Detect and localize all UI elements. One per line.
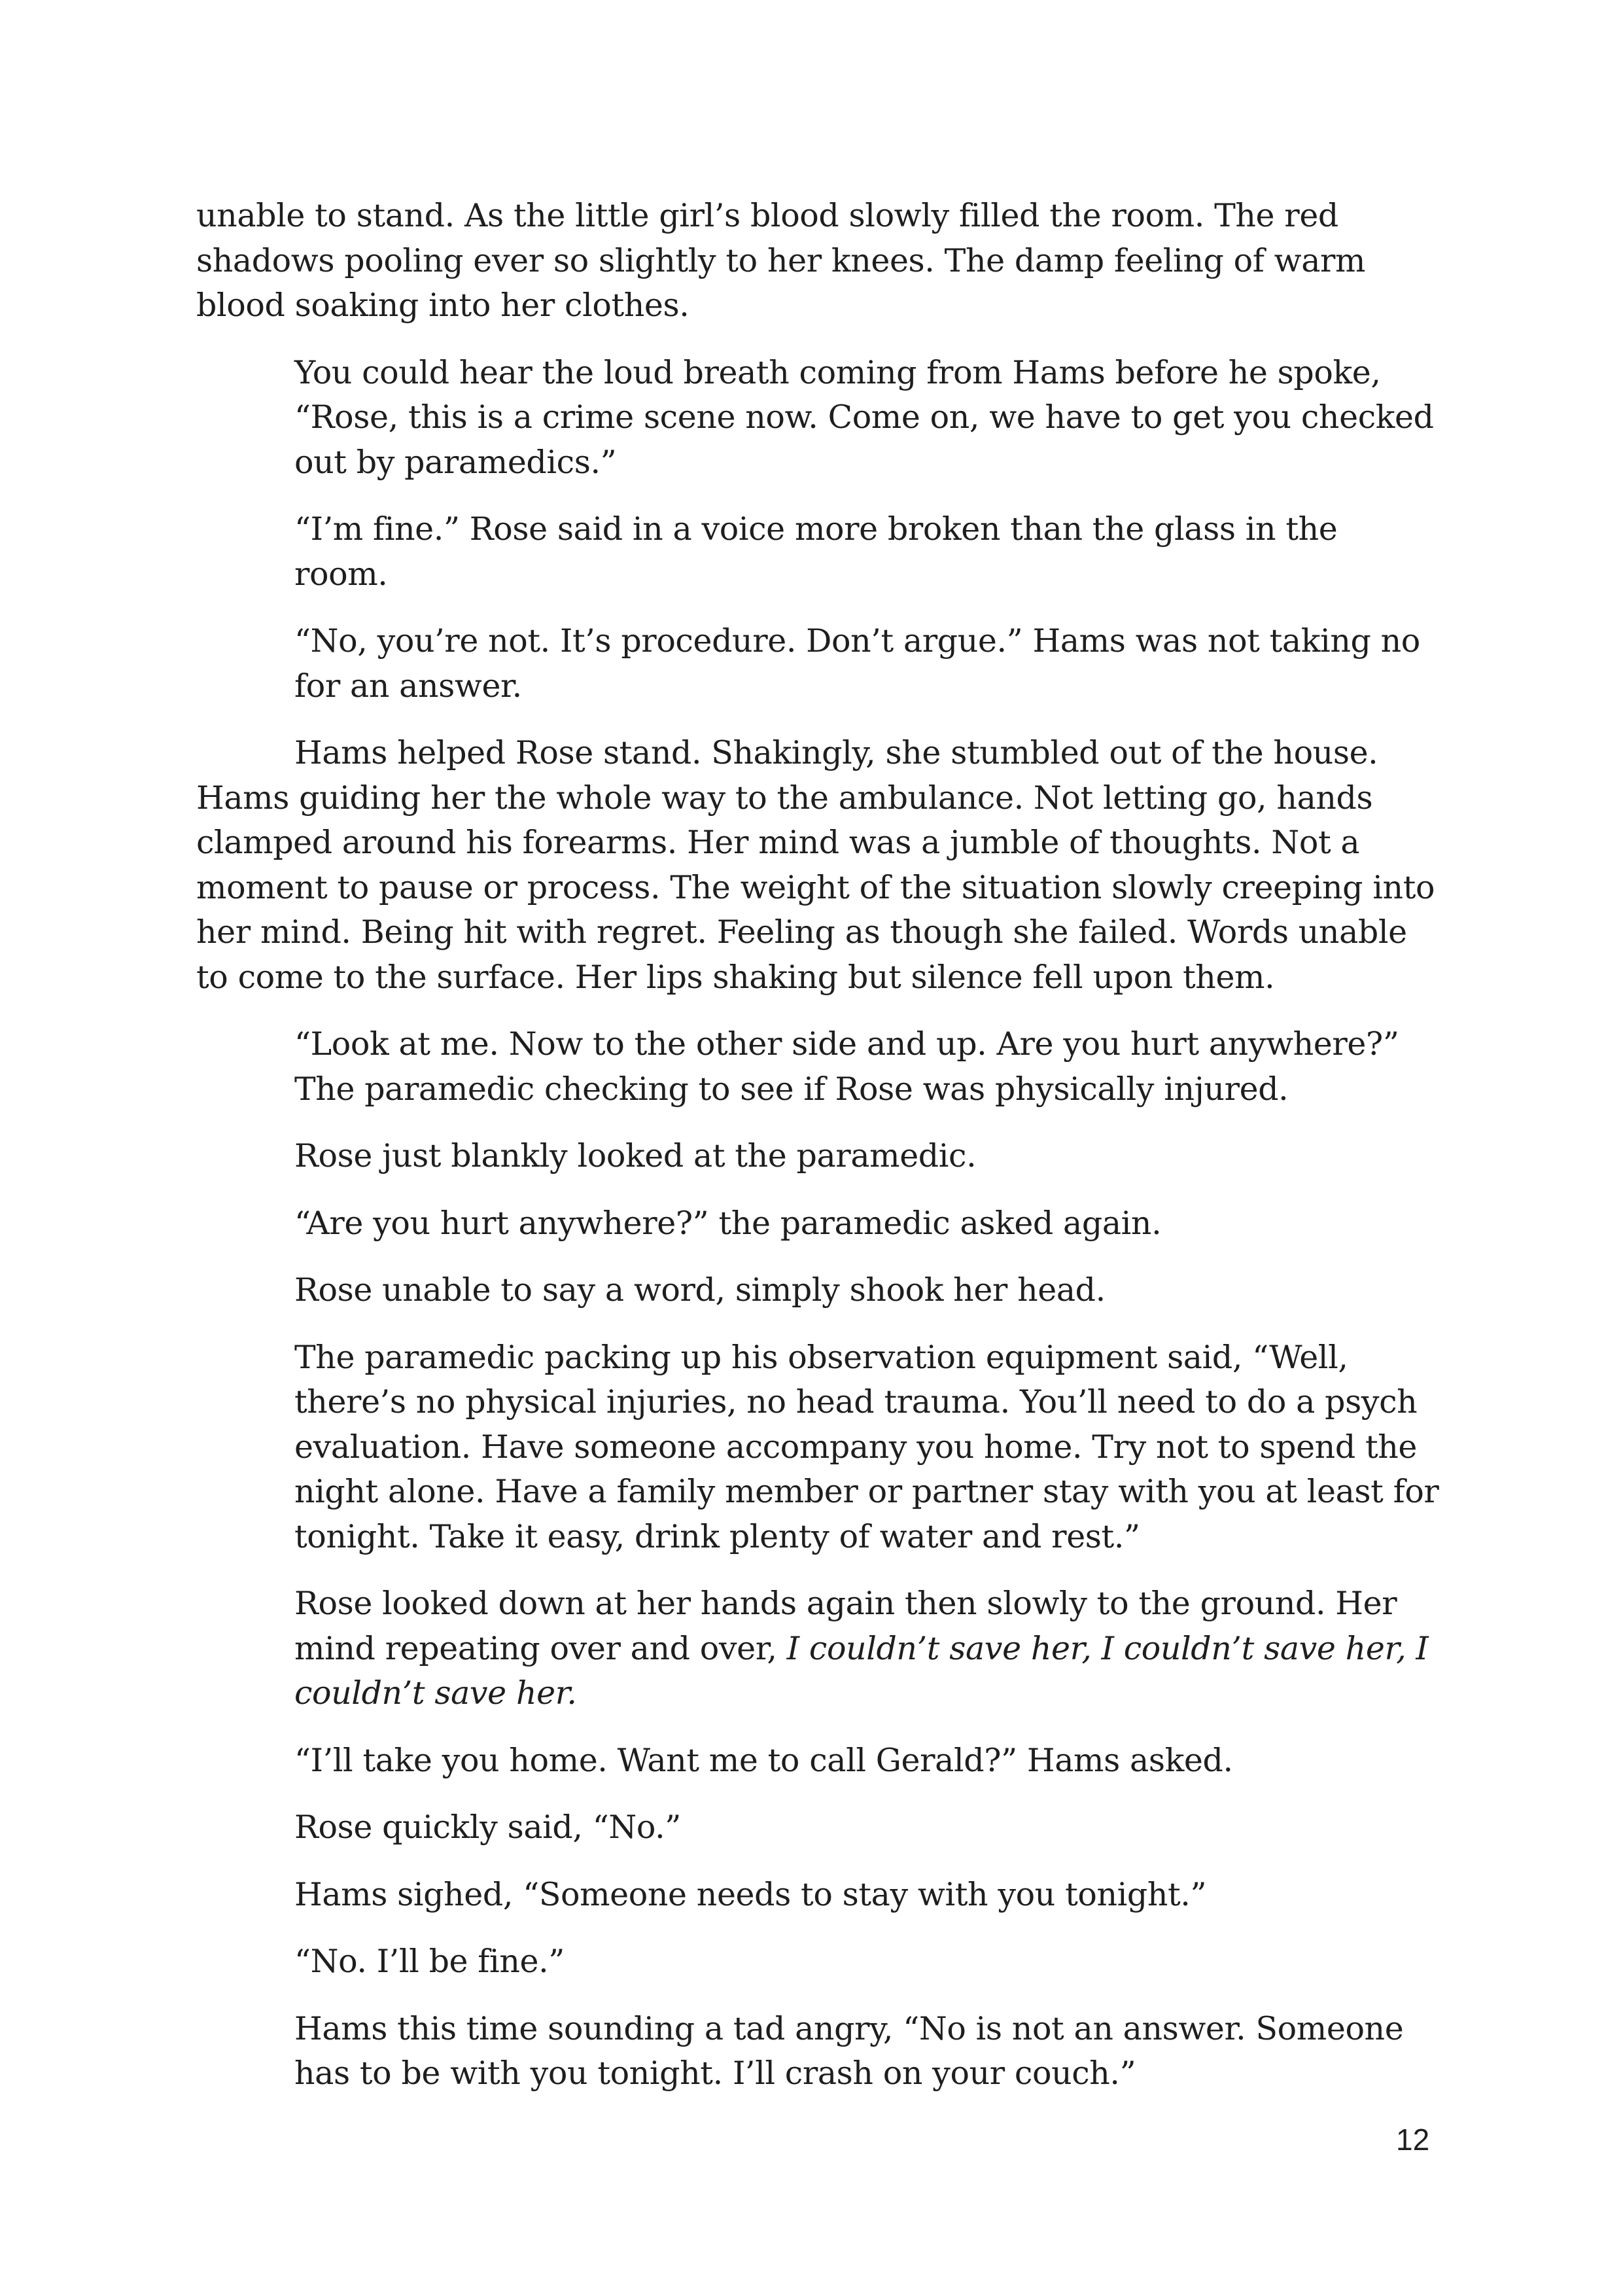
paragraph-3: “I’m fine.” Rose said in a voice more broken than the glass in the room. [294,510,1338,593]
paragraph-10: The paramedic packing up his observation equipment said, “Well, there’s no physical injuries, no head trauma. You’ll need to do a psych evaluation. Have someone accompany you home. Try not to spend the night alone. Have a family member or partner stay with you at least for tonight. Take it easy, drink plenty of water and rest.” [294,1338,1439,1555]
paragraph-14: Hams sighed, “Someone needs to stay with you tonight.” [294,1875,1207,1913]
page-number: 12 [1396,2123,1430,2157]
paragraph-2: You could hear the loud breath coming from Hams before he spoke, “Rose, this is a crime scene now. Come on, we have to get you checked out by paramedics.” [294,353,1434,481]
paragraph-8: “Are you hurt anywhere?” the paramedic asked again. [294,1204,1162,1242]
paragraph-7: Rose just blankly looked at the paramedic. [294,1137,977,1174]
paragraph-13: Rose quickly said, “No.” [294,1809,681,1846]
paragraph-11 [196,1581,1439,1716]
paragraph-15: “No. I’ll be fine.” [294,1943,565,1980]
paragraph-6: “Look at me. Now to the other side and up. Are you hurt anywhere?” The paramedic checking to see if Rose was physically injured. [294,1025,1399,1108]
paragraph-11-text: Rose looked down at her hands again then slowly to the ground. Her mind repeating over and over, [294,1585,1397,1667]
paragraph-12: “I’ll take you home. Want me to call Gerald?” Hams asked. [294,1741,1233,1779]
page-body [196,194,1439,2119]
paragraph-16: Hams this time sounding a tad angry, “No is not an answer. Someone has to be with you tonight. I’ll crash on your couch.” [294,2009,1404,2092]
paragraph-5: Hams helped Rose stand. Shakingly, she stumbled out of the house. Hams guiding her the whole way to the ambulance. Not letting go, hands clamped around his forearms. Her mind was a jumble of thoughts. Not a moment to pause or process. The weight of the situation slowly creeping into her mind. Being hit with regret. Feeling as though she failed. Words unable to come to the surface. Her lips shaking but silence fell upon them. [196,734,1435,996]
paragraph-11-italic-thought: I couldn’t save her, I couldn’t save her, I couldn’t save her. [294,1629,1429,1712]
paragraph-1: unable to stand. As the little girl’s blood slowly filled the room. The red shadows pooling ever so slightly to her knees. The damp feeling of warm blood soaking into her clothes. [196,197,1366,324]
paragraph-9: Rose unable to say a word, simply shook her head. [294,1271,1106,1309]
paragraph-4: “No, you’re not. It’s procedure. Don’t argue.” Hams was not taking no for an answer. [294,622,1420,705]
